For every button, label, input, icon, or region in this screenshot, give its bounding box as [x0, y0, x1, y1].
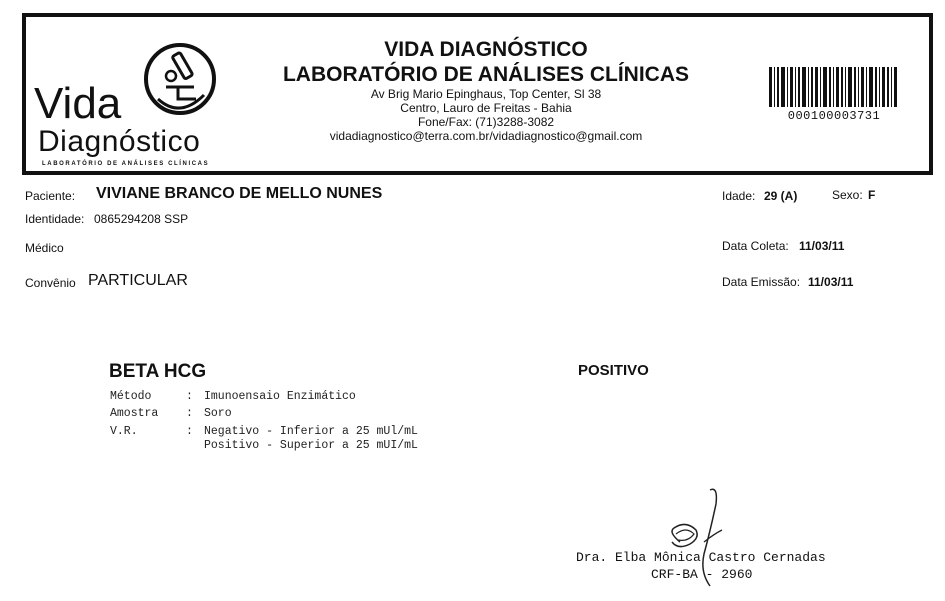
age-value: 29 (A) [764, 189, 798, 203]
doctor-label: Médico [25, 241, 64, 255]
method-separator: : [186, 390, 193, 403]
collection-date-label: Data Coleta: [722, 239, 789, 253]
sample-value: Soro [204, 407, 232, 420]
report-header [22, 13, 933, 175]
age-label: Idade: [722, 189, 756, 203]
lab-logo [34, 37, 234, 167]
exam-title: BETA HCG [109, 361, 207, 382]
sample-separator: : [186, 407, 193, 420]
logo-text-diagnostico: Diagnóstico [38, 125, 201, 158]
reference-label: V.R. [110, 425, 138, 438]
phone-line: Fone/Fax: (71)3288-3082 [417, 115, 555, 129]
insurance-label: Convênio [25, 276, 76, 290]
reference-positive: Positivo - Superior a 25 mUI/mL [204, 439, 418, 452]
logo-text-vida: Vida [34, 79, 122, 128]
identity-value: 0865294208 SSP [94, 212, 189, 226]
sample-label: Amostra [110, 407, 159, 420]
logo-subtitle: LABORATÓRIO DE ANÁLISES CLÍNICAS [42, 161, 210, 167]
method-label: Método [110, 390, 152, 403]
collection-date-value: 11/03/11 [799, 239, 845, 253]
email-line: vidadiagnostico@terra.com.br/vidadiagnostico@gmail.com [329, 129, 643, 143]
address-line-1: Av Brig Mario Epinghaus, Top Center, Sl 38 [370, 87, 602, 101]
reference-separator: : [186, 425, 193, 438]
sex-label: Sexo: [832, 188, 863, 202]
identity-label: Identidade: [25, 212, 85, 226]
method-value: Imunoensaio Enzimático [204, 390, 356, 403]
reference-negative: Negativo - Inferior a 25 mUl/mL [204, 425, 418, 438]
insurance-value: PARTICULAR [88, 272, 188, 289]
issue-date-value: 11/03/11 [808, 275, 854, 289]
microscope-icon [138, 37, 228, 127]
lab-name: VIDA DIAGNÓSTICO [384, 38, 588, 61]
patient-name: VIVIANE BRANCO DE MELLO NUNES [96, 185, 383, 202]
barcode [769, 67, 899, 107]
header-title-block [266, 37, 706, 143]
exam-result: POSITIVO [578, 362, 649, 379]
issue-date-label: Data Emissão: [722, 275, 801, 289]
patient-label: Paciente: [25, 189, 76, 203]
signer-crf: CRF-BA - 2960 [651, 567, 753, 582]
lab-subtitle: LABORATÓRIO DE ANÁLISES CLÍNICAS [282, 63, 689, 86]
barcode-number: 000100003731 [787, 109, 881, 123]
address-line-2: Centro, Lauro de Freitas - Bahia [400, 101, 572, 115]
signer-name: Dra. Elba Mônica Castro Cernadas [576, 550, 826, 565]
sex-value: F [868, 188, 876, 202]
